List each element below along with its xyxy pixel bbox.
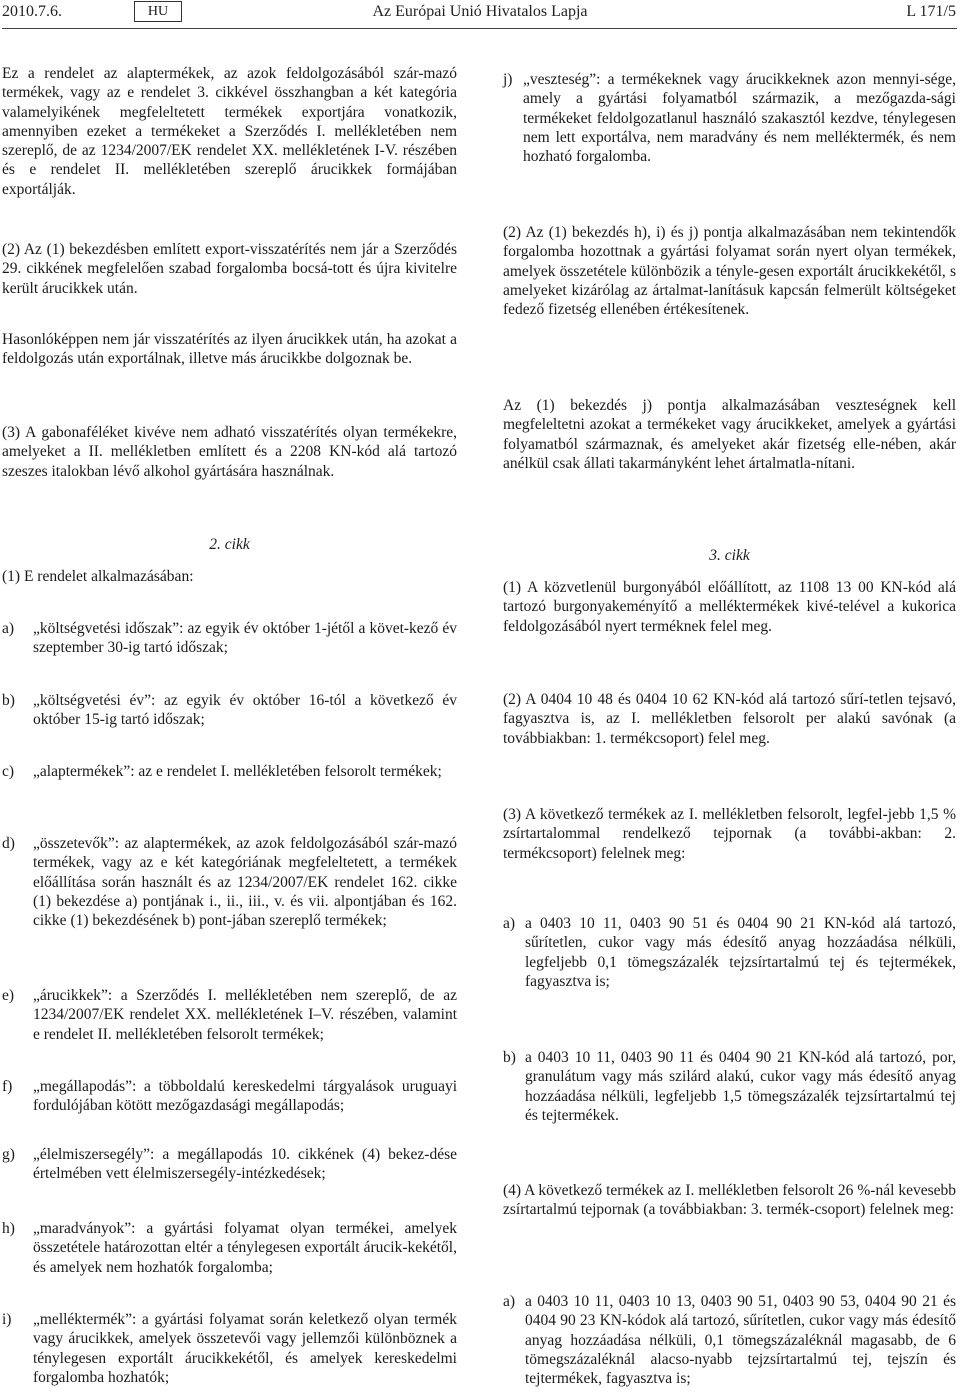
item-label: h) bbox=[2, 1220, 15, 1237]
item-label: c) bbox=[2, 763, 15, 780]
item-text: a 0403 10 11, 0403 90 11 és 0404 90 21 KN-kód alá tartozó, por, granulátum vagy más szilárd alakú, cukor vagy más édesítő anyag hozzáadása nélküli, legfeljebb 1,5 tömegszázalék tejzsírtartalmú tej és tejtermékek. bbox=[525, 1049, 956, 1124]
item-label: a) bbox=[2, 620, 15, 637]
item-text: „élelmiszersegély”: a megállapodás 10. cikkének (4) bekez-dése értelmében vett élelmiszersegély-intézkedések; bbox=[33, 1146, 457, 1183]
definition-d bbox=[2, 834, 457, 930]
right-paragraph-2: (2) Az (1) bekezdés h), i) és j) pontja alkalmazásában nem tekintendők forgalomba hozottnak a gyártási folyamat során nyert olyan termékek, amelyek összetétele különbözik a tényle-gesen exportált árucikkekétől, s amelyeket kizárólag az ártalmat-lanításuk kapcsán felmerült költségeket fedező fizetség ellenében értékesítenek. bbox=[503, 224, 956, 319]
item-label: b) bbox=[503, 1049, 516, 1066]
item-label: j) bbox=[503, 71, 513, 88]
left-paragraph-3: Hasonlóképpen nem jár visszatérítés az ilyen árucikkek után, ha azokat a feldolgozás után exportálnak, illetve más árucikkbe dolgoznak be. bbox=[2, 331, 457, 368]
paragraph-3-item-b bbox=[503, 1048, 956, 1125]
item-text: „alaptermékek”: az e rendelet I. mellékletében felsorolt termékek; bbox=[33, 763, 442, 780]
definition-b bbox=[2, 691, 457, 730]
definition-c bbox=[2, 762, 457, 781]
item-label: a) bbox=[503, 1293, 516, 1310]
article-3-title: 3. cikk bbox=[709, 547, 750, 564]
page-number: L 171/5 bbox=[906, 3, 956, 20]
item-label: b) bbox=[2, 692, 15, 709]
date: 2010.7.6. bbox=[2, 3, 62, 20]
item-text: „maradványok”: a gyártási folyamat olyan termékei, amelyek összetétele határozottan eltér a ténylegesen exportált árucik-kekétől, és amelyek nem hozhatók forgalomba; bbox=[33, 1220, 457, 1276]
definition-h bbox=[2, 1219, 457, 1277]
item-text: „összetevők”: az alaptermékek, az azok feldolgozásából szár-mazó termékek, vagy az e két kategóriának megfeleltetett, a termékek előállítása során használt és az 1234/2007/EK rendelet 162. cikke (1) bekezdése a) pontjának i., ii., iii., v. és vii. alpontjában és 162. cikke (1) bekezdésének b) pont-jában szereplő termékek; bbox=[33, 835, 457, 930]
item-text: „költségvetési év”: az egyik év október 16-tól a következő év október 15-ig tartó időszak; bbox=[33, 692, 457, 729]
paragraph-3-item-a bbox=[503, 914, 956, 991]
item-label: e) bbox=[2, 987, 15, 1004]
article-2-intro: (1) E rendelet alkalmazásában: bbox=[2, 568, 194, 585]
article-3-paragraph-4: (4) A következő termékek az I. mellékletben felsorolt 26 %-nál kevesebb zsírtartalmú tejpornak (a továbbiakban: 3. termék-csoport) felelnek meg: bbox=[503, 1182, 956, 1219]
left-paragraph-4: (3) A gabonaféléket kivéve nem adható visszatérítés olyan termékekre, amelyeket a II. mellékletben említett és a 2208 KN-kód alá tartozó szeszes italokban lévő alkohol gyártására használnak. bbox=[2, 424, 457, 480]
article-2-title: 2. cikk bbox=[209, 536, 250, 553]
journal-title: Az Európai Unió Hivatalos Lapja bbox=[372, 3, 588, 20]
item-text: „veszteség”: a termékeknek vagy árucikkeknek azon mennyi-sége, amely a gyártási folyamatból származik, a mezőgazda-sági termékeket feldolgozatlanul használó szakasztól kezdve, ténylegesen nem lett exportálva, nem maradvány és nem melléktermék, és nem hozható forgalomba. bbox=[523, 71, 956, 166]
definition-g bbox=[2, 1145, 457, 1184]
item-label: i) bbox=[2, 1311, 12, 1328]
right-paragraph-3: Az (1) bekezdés j) pontja alkalmazásában veszteségnek kell megfeleltetni azokat a termékeket vagy árucikkeket, amelyek a gyártási folyamatból származnak, és amelyeket akár fizetség elle-nében, akár anélkül csak állati takarmányként lehet ártalmatla-nítani. bbox=[503, 397, 956, 472]
article-3-paragraph-2: (2) A 0404 10 48 és 0404 10 62 KN-kód alá tartozó sűrí-tetlen tejsavó, fagyasztva is, az I. mellékletben felsorolt per alakú savónak (a továbbiakban: 1. termékcsoport) felel meg. bbox=[503, 691, 956, 747]
definition-f bbox=[2, 1077, 457, 1116]
language-badge: HU bbox=[134, 1, 182, 22]
item-text: „költségvetési időszak”: az egyik év október 1-jétől a követ-kező év szeptember 30-ig tartó időszak; bbox=[33, 620, 457, 657]
header-rule bbox=[2, 28, 957, 29]
paragraph-4-item-a bbox=[503, 1292, 956, 1388]
definition-j bbox=[503, 70, 956, 166]
item-text: „melléktermék”: a gyártási folyamat során keletkező olyan termék vagy árucikkek, amelyek összetevői vagy jellemzői különböznek a ténylegesen exportált árucikkekétől, és amelyek kereskedelmi forgalomba hozhatók; bbox=[33, 1311, 457, 1386]
item-text: a 0403 10 11, 0403 90 51 és 0404 90 21 KN-kód alá tartozó, sűrítetlen, cukor vagy más édesítő anyag hozzáadása nélküli, legfeljebb 0,1 tömegszázalék tejzsírtartalmú tej és tejtermékek, fagyasztva is; bbox=[525, 915, 956, 990]
item-text: a 0403 10 11, 0403 10 13, 0403 90 51, 0403 90 53, 0404 90 21 és 0404 90 23 KN-kódok alá tartozó, sűrítetlen, cukor vagy más édesítő anyag hozzáadása nélküli, 0,1 tömegszázaléknál magasabb, de 6 tömegszázaléknál alacso-nyabb tejzsírtartalmú tej, tejszín és tejtermékek, fagyasztva is; bbox=[525, 1293, 956, 1388]
item-label: g) bbox=[2, 1146, 15, 1163]
item-label: f) bbox=[2, 1078, 13, 1095]
left-paragraph-1: Ez a rendelet az alaptermékek, az azok feldolgozásából szár-mazó termékek, vagy az e rendelet 3. cikkével összhangban a két kategória valamelyikének megfeleltetett termékek exportjára vonatkozik, amennyiben ezeket a termékeket a Szerződés I. mellékletében nem szereplő, de az 1234/2007/EK rendelet XX. mellékletének I-V. részében és e rendelet II. mellékletében szereplő árucikkek formájában exportálják. bbox=[2, 65, 457, 198]
article-3-paragraph-1: (1) A közvetlenül burgonyából előállított, az 1108 13 00 KN-kód alá tartozó burgonyakeményítő a melléktermékek kivé-telével a kukorica feldolgozásából nyert terméknek felel meg. bbox=[503, 579, 956, 635]
left-paragraph-2: (2) Az (1) bekezdésben említett export-visszatérítés nem jár a Szerződés 29. cikkének megfelelően szabad forgalomba bocsá-tott és újra kivitelre került árucikkek után. bbox=[2, 241, 457, 297]
item-text: „árucikkek”: a Szerződés I. mellékletében nem szereplő, de az 1234/2007/EK rendelet XX. mellékletének I–V. részében, valamint e rendelet II. mellékletében felsorolt termékek; bbox=[33, 987, 457, 1043]
item-label: a) bbox=[503, 915, 516, 932]
definition-i bbox=[2, 1310, 457, 1387]
definition-a bbox=[2, 619, 457, 658]
item-label: d) bbox=[2, 835, 15, 852]
article-3-paragraph-3: (3) A következő termékek az I. mellékletben felsorolt, legfel-jebb 1,5 % zsírtartalommal rendelkező tejpornak (a további-akban: 2. termékcsoport) felelnek meg: bbox=[503, 806, 956, 862]
definition-e bbox=[2, 986, 457, 1044]
item-text: „megállapodás”: a többoldalú kereskedelmi tárgyalások uruguayi fordulójában kötött mezőgazdasági megállapodás; bbox=[33, 1078, 457, 1115]
